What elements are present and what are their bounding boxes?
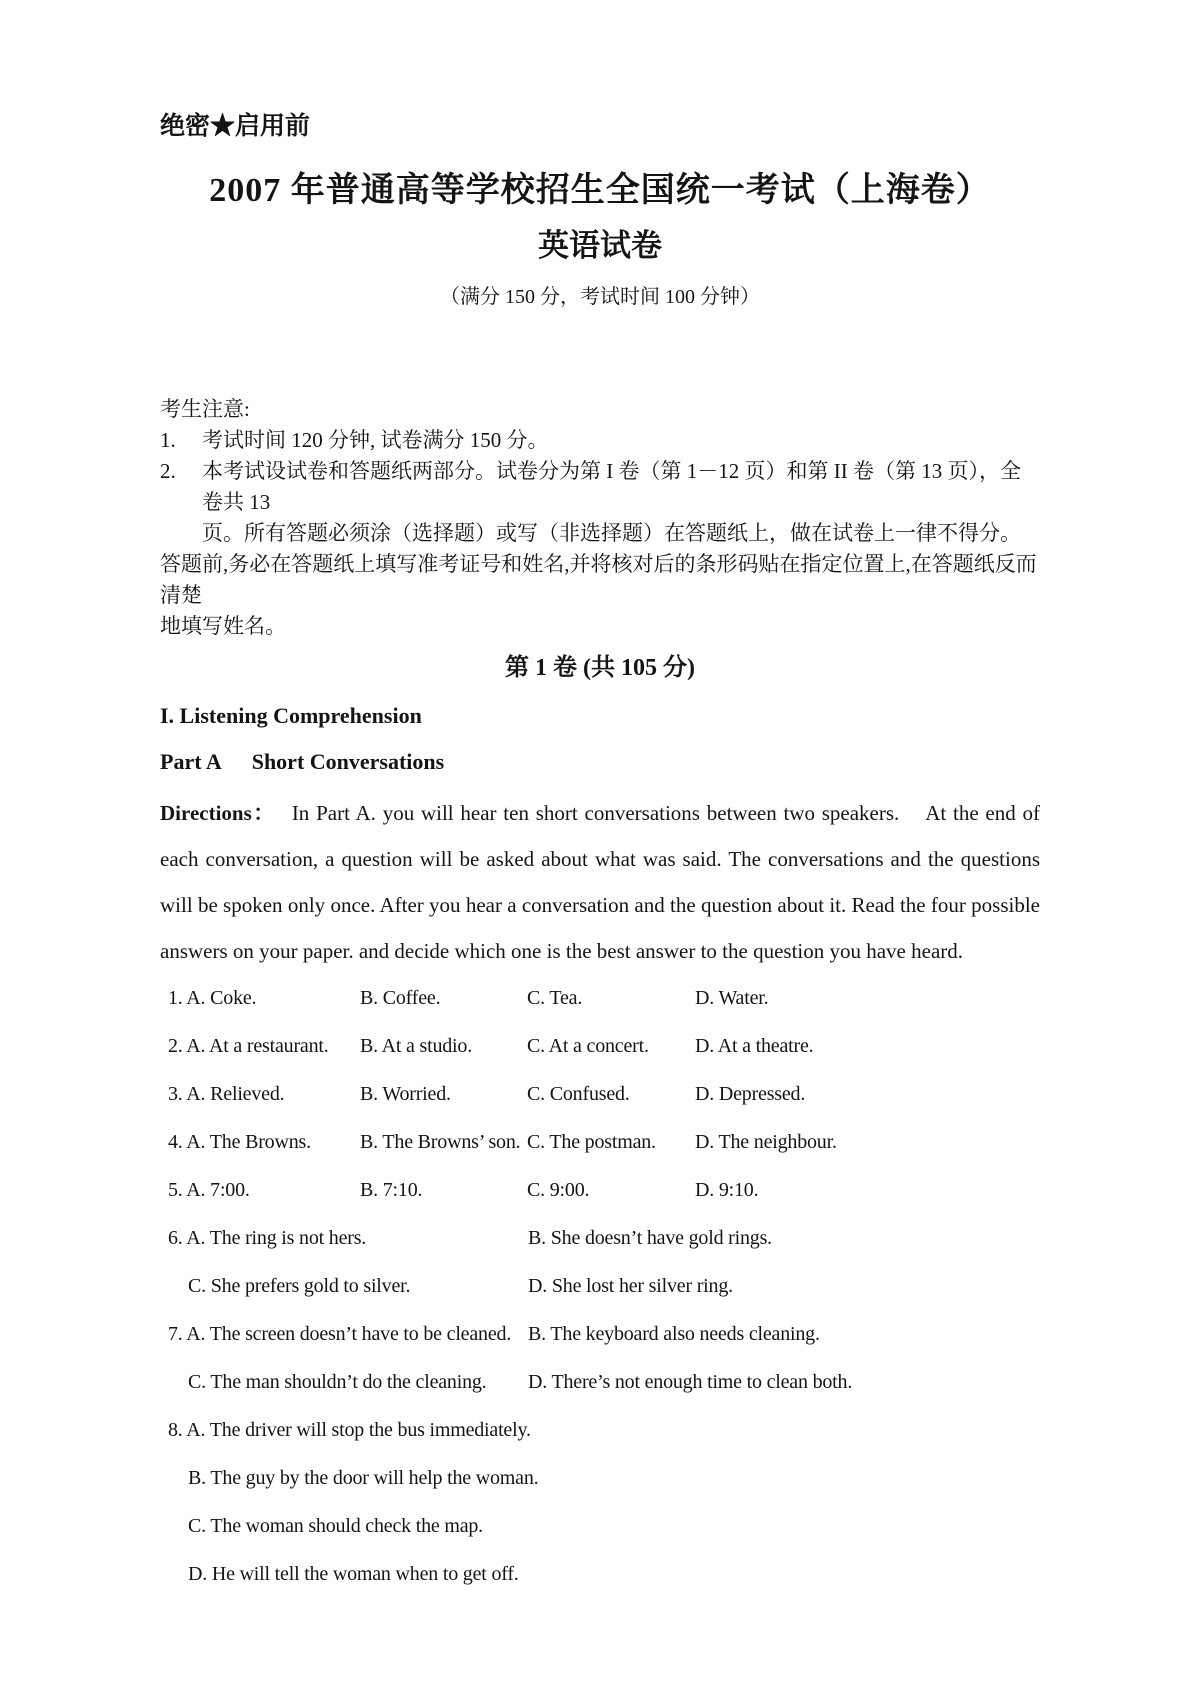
part-title: Short Conversations bbox=[251, 749, 445, 774]
question-2-option-d: D. At a theatre. bbox=[695, 1035, 814, 1057]
question-8-option-b: B. The guy by the door will help the woman. bbox=[188, 1467, 539, 1489]
question-7-option-c: C. The man shouldn’t do the cleaning. bbox=[188, 1371, 487, 1393]
note-number: 2. bbox=[160, 459, 176, 483]
question-row-6b bbox=[160, 1262, 1040, 1310]
question-7-option-b: B. The keyboard also needs cleaning. bbox=[528, 1323, 820, 1345]
directions-label: Directions： bbox=[160, 801, 276, 825]
score-note: （满分 150 分，考试时间 100 分钟） bbox=[440, 286, 760, 308]
question-2-option-a: 2. A. At a restaurant. bbox=[168, 1035, 329, 1057]
question-1-option-c: C. Tea. bbox=[527, 987, 583, 1009]
question-6-option-d: D. She lost her silver ring. bbox=[528, 1275, 733, 1297]
question-2-option-b: B. At a studio. bbox=[360, 1035, 473, 1057]
question-1-option-d: D. Water. bbox=[695, 987, 769, 1009]
question-7-option-a: 7. A. The screen doesn’t have to be cleaned. bbox=[168, 1323, 512, 1345]
question-4-option-a: 4. A. The Browns. bbox=[168, 1131, 311, 1153]
listening-section-heading: I. Listening Comprehension bbox=[160, 703, 422, 728]
question-3-option-a: 3. A. Relieved. bbox=[168, 1083, 285, 1105]
note-text: 本考试设试卷和答题纸两部分。试卷分为第 I 卷（第 1－12 页）和第 II 卷（第 13 页），全卷共 13 bbox=[202, 459, 1021, 514]
question-5-option-a: 5. A. 7:00. bbox=[168, 1179, 250, 1201]
question-row-2 bbox=[160, 1022, 1040, 1070]
question-row-7b bbox=[160, 1358, 1040, 1406]
question-6-option-c: C. She prefers gold to silver. bbox=[188, 1275, 411, 1297]
note-item-1 bbox=[160, 425, 1040, 456]
section-heading: 第 1 卷 (共 105 分) bbox=[505, 655, 695, 681]
note-item-2 bbox=[160, 456, 1040, 518]
directions-paragraph bbox=[160, 790, 1040, 974]
question-3-option-d: D. Depressed. bbox=[695, 1083, 806, 1105]
question-8-option-a: 8. A. The driver will stop the bus immediately. bbox=[168, 1419, 531, 1441]
question-1-option-b: B. Coffee. bbox=[360, 987, 441, 1009]
notes-footer-line-2: 地填写姓名。 bbox=[160, 614, 286, 638]
question-7-option-d: D. There’s not enough time to clean both. bbox=[528, 1371, 853, 1393]
question-5-option-d: D. 9:10. bbox=[695, 1179, 759, 1201]
security-classification: 绝密★启用前 bbox=[160, 113, 311, 140]
question-8-option-c: C. The woman should check the map. bbox=[188, 1515, 483, 1537]
exam-title: 2007 年普通高等学校招生全国统一考试（上海卷） bbox=[209, 172, 991, 209]
question-4-option-c: C. The postman. bbox=[527, 1131, 656, 1153]
question-5-option-c: C. 9:00. bbox=[527, 1179, 590, 1201]
notes-heading: 考生注意: bbox=[160, 397, 250, 421]
note-text: 考试时间 120 分钟, 试卷满分 150 分。 bbox=[202, 428, 549, 452]
question-row-3 bbox=[160, 1070, 1040, 1118]
question-8-option-d: D. He will tell the woman when to get off. bbox=[188, 1563, 519, 1585]
question-row-7a bbox=[160, 1310, 1040, 1358]
question-4-option-b: B. The Browns’ son. bbox=[360, 1131, 521, 1153]
question-row-6a bbox=[160, 1214, 1040, 1262]
question-5-option-b: B. 7:10. bbox=[360, 1179, 423, 1201]
notes-footer-line-1: 答题前,务必在答题纸上填写准考证号和姓名,并将核对后的条形码贴在指定位置上,在答题纸反而清楚 bbox=[160, 552, 1037, 607]
question-row-1 bbox=[160, 974, 1040, 1022]
part-a-heading bbox=[160, 748, 1040, 776]
directions-text: In Part A. you will hear ten short conversations between two speakers. At the end of each conversation, a question will be asked about what was said. The conversations and the questions will be spoken only once. After you hear a conversation and the question about it. Read the four possible answers on your paper. and decide which one is the best answer to the question you have heard. bbox=[160, 801, 1040, 963]
question-row-4 bbox=[160, 1118, 1040, 1166]
candidate-notes bbox=[160, 394, 1040, 642]
question-6-option-b: B. She doesn’t have gold rings. bbox=[528, 1227, 772, 1249]
question-6-option-a: 6. A. The ring is not hers. bbox=[168, 1227, 367, 1249]
question-row-5 bbox=[160, 1166, 1040, 1214]
question-2-option-c: C. At a concert. bbox=[527, 1035, 649, 1057]
question-4-option-d: D. The neighbour. bbox=[695, 1131, 837, 1153]
paper-title: 英语试卷 bbox=[538, 228, 662, 263]
part-label: Part A bbox=[160, 749, 222, 774]
question-3-option-b: B. Worried. bbox=[360, 1083, 451, 1105]
note-item-2-continued: 页。所有答题必须涂（选择题）或写（非选择题）在答题纸上，做在试卷上一律不得分。 bbox=[202, 521, 1021, 545]
question-1-option-a: 1. A. Coke. bbox=[168, 987, 257, 1009]
note-number: 1. bbox=[160, 428, 176, 452]
question-3-option-c: C. Confused. bbox=[527, 1083, 630, 1105]
question-list bbox=[160, 974, 1040, 1598]
